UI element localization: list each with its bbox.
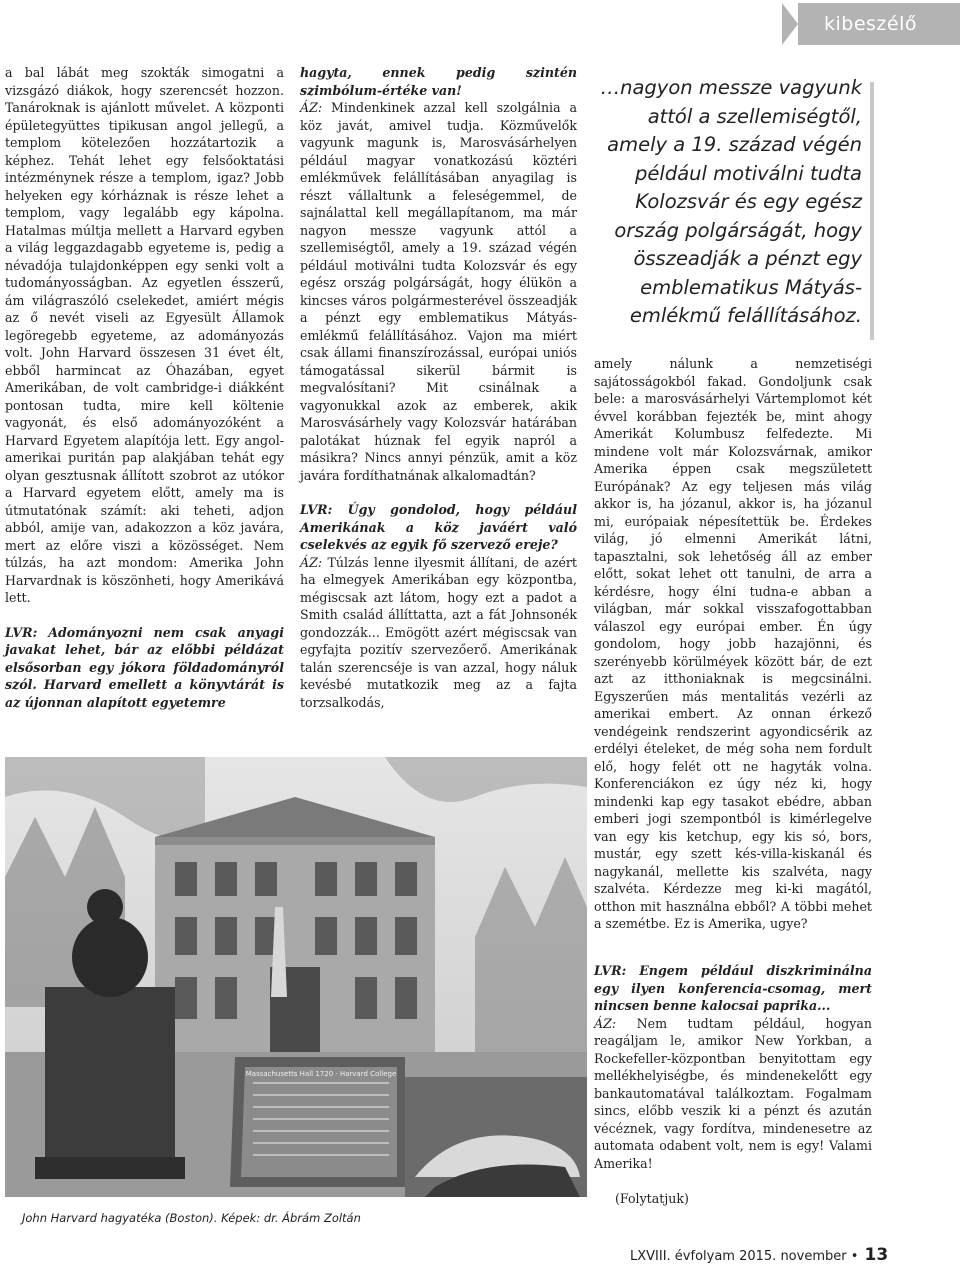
answer-label: ÁZ:: [594, 1015, 617, 1031]
section-tag: [782, 3, 960, 45]
harvard-photo-collage: [5, 757, 587, 1197]
pull-quote-rule: [870, 82, 874, 340]
answer-1-text: Mindenkinek azzal kell szolgálnia a köz javát, amivel tudja. Közművelők vagyunk magunk is, Marosvásárhelyen például magyar vonatkozású köztéri emlékművek felállításában anyagilag is részt vállaltunk a feleségemmel, de sajnálattal kell megállapítanom, ma már nagyon messze vagyunk attól a szellemiségtől, amely a 19. század végén például motiválni tudta Kolozsvár és egy egész ország polgárságát, hogy élükön a kincses város polgármesterével összeadják a pénzt egy emblematikus Mátyás-emlékmű felállításához. Vajon ma miért csak állami finanszírozással, európai uniós támogatással sikerül bármit is megvalósítani? Mit csinálnak a vagyonukkal azok az emberek, akik Marosvásárhely vagy Kolozsvár határában palotákat húznak fel egyik napról a másikra? Nincs annyi pénzük, amit a köz javára fordíthatnának alkalomadtán?: [300, 100, 577, 483]
plaque-text: Massachusetts Hall 1720 · Harvard College: [245, 1070, 397, 1078]
column3-paragraph: amely nálunk a nemzetiségi sajátosságokból fakad. Gondoljunk csak bele: a marosvásárhelyi Vártemplomot két évvel korábban fejezték be, mint ahogy Amerikát Kolumbusz felfedezte. Mi mindene volt már Kolozsvárnak, amikor Amerika éppen csak megszületett Európának? Az egy teljesen más világ akkor is, ha józanul, akkor is, ha józanul mi, európaiak népesítettük be. Érdekes világ, jó elmenni Amerikát látni, tapasztalni, sok lehetőség áll az ember előtt, sokat lehet ott tanulni, de arra a kérdésre, hogy élni tudna-e abban a világban, már sokkal visszafogottabban válaszol egy európai ember. Én úgy gondolom, hogy jobb hazajönni, és szerényebb körülméyek között bár, de ezt azt az itthoniaknak is megcsinálni. Egyszerűen más mentalitás vezérli az amerikai embert. Az onnan érkező vendégeink rendszerint agyondicsérik az erdélyi ételeket, de még soha nem fordult elő, hogy felét ott ne hagyták volna. Konferenciákon ez úgy néz ki, hogy mindenki kap egy tasakot ebédre, abban emberi jogi szempontból is kimérlegelve van egy kis ketchup, egy kis só, bors, mustár, egy szett kés-villa-kiskanál és nagykanál, mellette kis szalvéta, nagy szalvéta. Kérdezze meg ki-ki magától, otthon mit használna ebből? A többi mehet a szemétbe. Ez is Amerika, ugye?: [594, 356, 872, 931]
article-column-4: [594, 962, 872, 1172]
answer-label: ÁZ:: [300, 100, 323, 115]
article-column-1: [5, 64, 284, 711]
inscription-plaque: [230, 1057, 405, 1187]
section-tag-label: kibeszélő: [824, 13, 917, 35]
pull-quote: …nagyon messze vagyunk attól a szellemiségtől, amely a 19. század végén például motiválni tudta Kolozsvár és egy egész ország polgárságát, hogy összeadják a pénzt egy emblematikus Mátyás-emlékmű felállításához.: [600, 76, 862, 327]
interview-question-1: LVR: Adományozni nem csak anyagi javakat lehet, bár az előbbi példázat elsősorban egy jókora földadományról szól. Harvard emellett a könyvtárát is az újonnan alapított egyetemre: [5, 624, 284, 710]
hall-building: [155, 797, 435, 1057]
interview-question-3: LVR: Engem például diszkriminálna egy ilyen konferencia-csomag, mert nincsen benne kalocsai paprika...: [594, 963, 872, 1013]
page-number: 13: [864, 1245, 889, 1265]
tag-arrow-shape: [782, 3, 798, 45]
column1-paragraph: a bal lábát meg szokták simogatni a vizsgázó diákok, hogy szerencsét hozzon. Tanároknak is ajánlott művelet. A központi épületegyüttes tipikusan angol jellegű, a templom kötelezően hozzátartozik a képhez. Tehát lehet egy felsőoktatási intézménynek része a templom, igaz? Jobb helyeken egy kórháznak is része lehet a templom, vagy legalább egy kápolna. Hatalmas múltja mellett a Harvard egyben a világ leggazdagabb egyeteme is, pedig a névadója tulajdonképpen egy senki volt a tudományosságban. Az egyetlen ésszerű, ám világraszóló cselekedet, amiért mégis az ő nevét viseli az Egyesült Államok legöregebb egyeteme, az adományozás volt. John Harvard összesen 31 évet élt, ebből harmincat az Óhazában, egyet Amerikában, de volt cambridge-i diákként pontosan tudta, mire kell költenie vagyonát, és első adományozóként a Harvard Egyetem alapítója lett. Egy angol-amerikai puritán pap alakjában tehát egy olyan gesztusnak állított szobrot az utókor a Harvard egyetem előtt, amely ma is útmutatónak számít: aki teheti, adjon abból, amije van, adakozzon a köz javára, mert az előre viszi a közösséget. Nem túlzás, ha azt mondom: Amerika John Harvardnak is köszönheti, hogy Amerikává lett.: [5, 65, 284, 605]
article-column-3: [594, 355, 872, 933]
interview-question-1-continued: hagyta, ennek pedig szintén szimbólum-értéke van!: [300, 65, 577, 98]
interview-answer-2: [300, 554, 577, 712]
answer-label: ÁZ:: [300, 554, 323, 570]
photo-caption: John Harvard hagyatéka (Boston). Képek: dr. Ábrám Zoltán: [22, 1211, 361, 1225]
answer-3-text: Nem tudtam például, hogyan reagáljam le, amikor New Yorkban, a Rockefeller-központban benyitottam egy mellékhelyiségbe, és mindenekelőtt egy bankautomatával találkoztam. Fogalmam sincs, előbb veszik ki a pénzt és azután vécéznek, vagy fordítva, mindenesetre az automata odabent volt, nem is egy! Valami Amerika!: [594, 1015, 872, 1171]
interview-answer-1: [300, 99, 577, 484]
interview-answer-3: [594, 1015, 872, 1173]
continued-note: (Folytatjuk): [615, 1191, 689, 1206]
photo-illustration: [5, 757, 587, 1197]
page-footer: [630, 1245, 888, 1265]
bronze-shoe-detail: [405, 1077, 587, 1197]
article-column-2: [300, 64, 577, 711]
issue-label: LXVIII. évfolyam 2015. november: [630, 1249, 847, 1264]
interview-question-2: LVR: Úgy gondolod, hogy például Amerikának a köz javáért való cselekvés az egyik fő szervező ereje?: [300, 502, 577, 552]
footer-bullet: •: [850, 1249, 859, 1264]
answer-2-text: Túlzás lenne ilyesmit állítani, de azért ha elmegyek Amerikában egy központba, mégiscsak azt látom, hogy ezt a padot a Smith család állíttatta, azt a fát Johnsonék gondozzák... Emögött azért mégiscsak van egyfajta pozitív szervezőerő. Amerikának talán szerencséje is van azzal, hogy náluk kevésbé mutatkozik meg az a fajta torzsalkodás,: [300, 554, 577, 710]
